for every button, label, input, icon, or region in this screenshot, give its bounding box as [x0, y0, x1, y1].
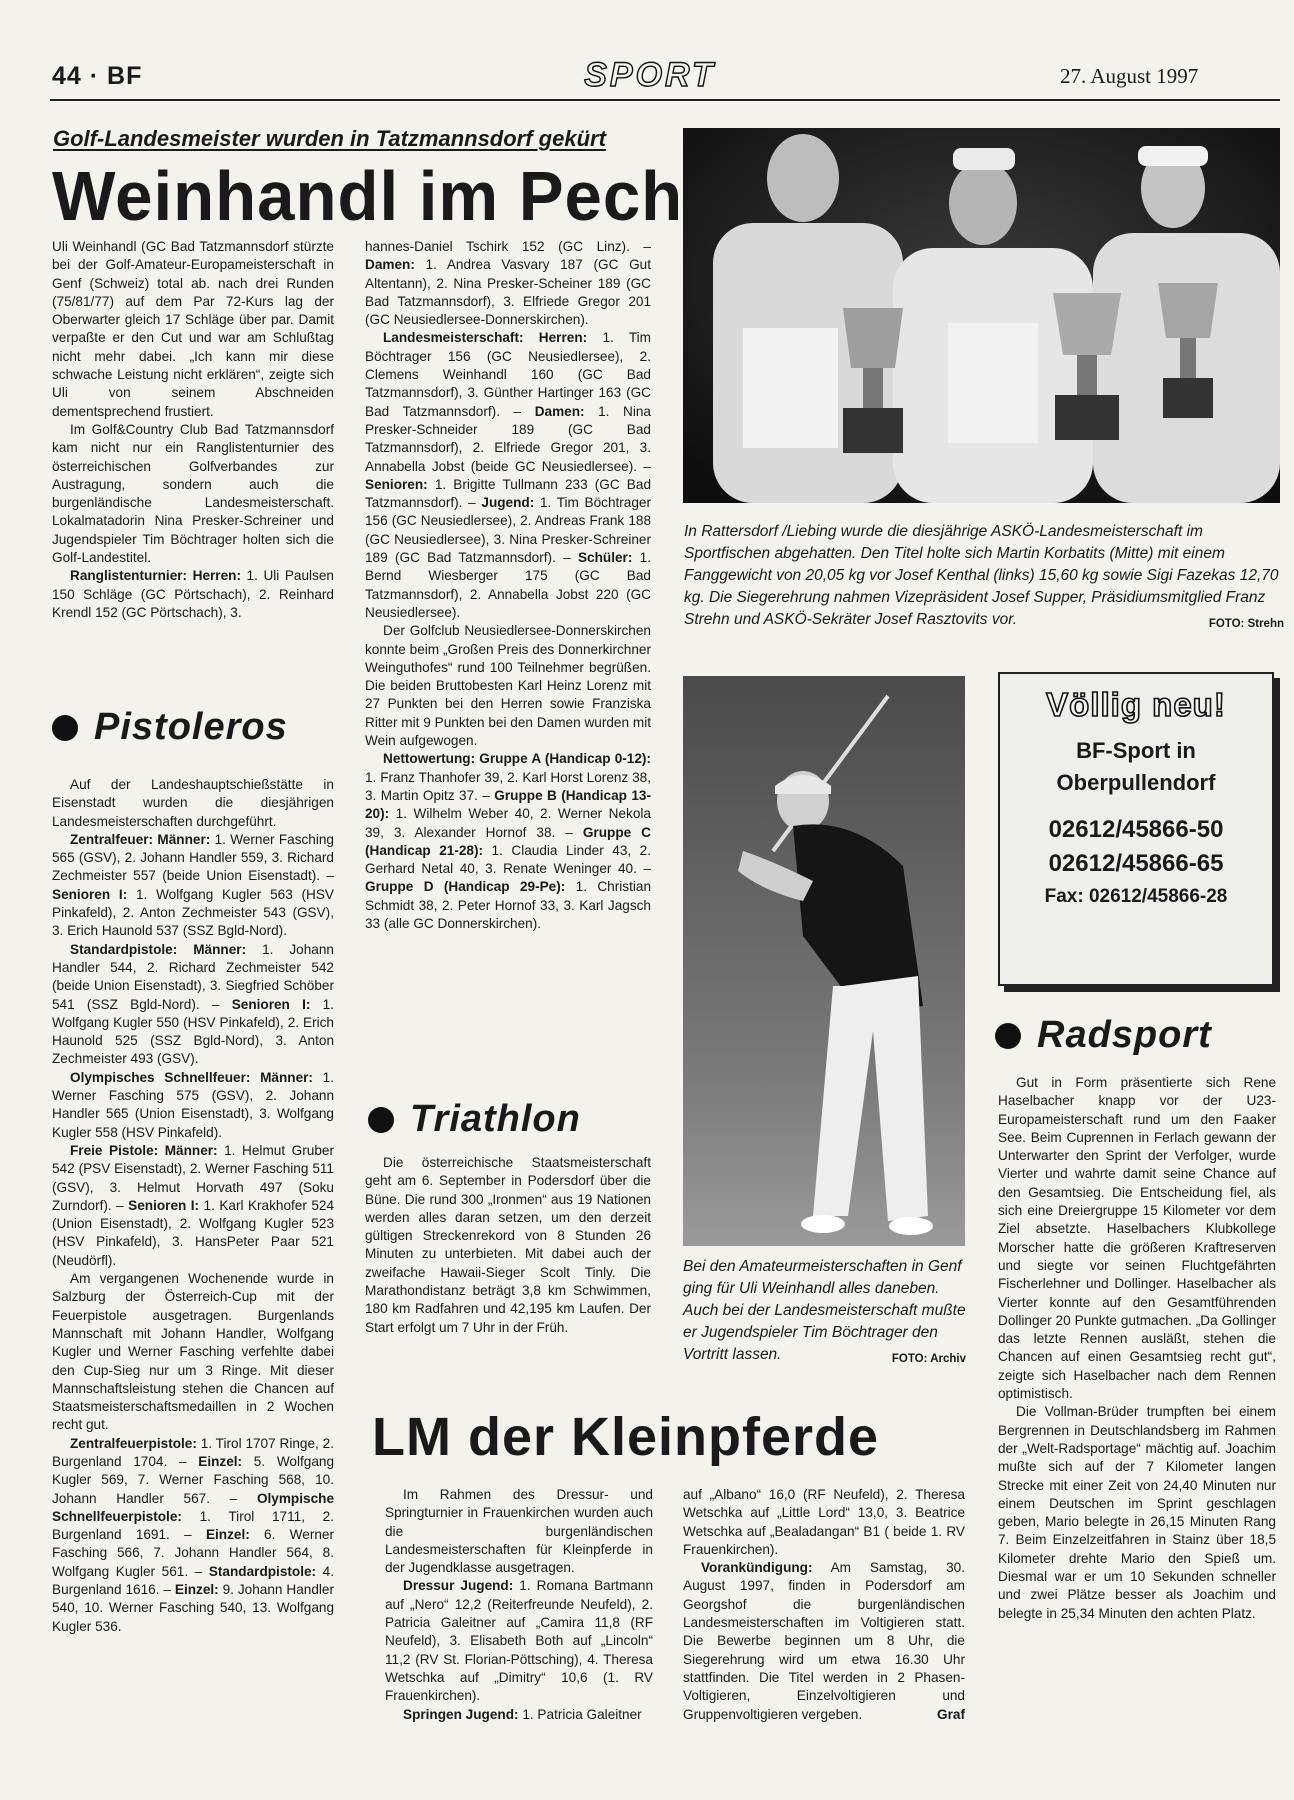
- kleinpferde-paragraph: auf „Albano“ 16,0 (RF Neufeld), 2. Theresa Wetschka auf „Little Lord“ 13,0, 3. Beatrice Wetschka auf „Bealadangan“ B1 ( beide 1. RV Frauenkirchen).: [683, 1487, 965, 1557]
- triathlon-heading: Triathlon: [368, 1098, 581, 1141]
- kleinpferde-column-2: [683, 1486, 965, 1724]
- photo-caption: Bei den Amateurmeisterschaften in Genf ging für Uli Weinhandl alles daneben. Auch bei der Landesmeisterschaft mußte er Jugendspieler Tim Böchtrager den Vortritt lassen. FOTO: Archiv: [683, 1256, 966, 1366]
- ad-title: Völlig neu!: [1046, 686, 1226, 723]
- golf-paragraph: Nettowertung: Gruppe A (Handicap 0-12): 1. Franz Thanhofer 39, 2. Karl Horst Lorenz 38, 3. Martin Opitz 37. – Gruppe B (Handicap 13-20): 1. Wilhelm Weber 40, 2. Werner Nekola 39, 3. Alexander Hornof 38. – Gruppe C (Handicap 21-28): 1. Claudia Linder 43, 2. Gerhard Netal 40, 3. Renate Weninger 40. – Gruppe D (Handicap 29-Pe): 1. Christian Schmidt 38, 2. Peter Hornof 33, 3. Karl Jagsch 33 (alle GC Donnerskirchen).: [365, 751, 652, 931]
- bullet-icon: [52, 715, 78, 741]
- golf-paragraph: Im Golf&Country Club Bad Tatzmannsdorf kam nicht nur ein Ranglistenturnier des österreichischen Golfverbandes zur Austragung, sondern auch die burgenländische Landesmeisterschaft. Lokalmatadorin Nina Presker-Schreiner und Jugendspieler Tim Böchtrager holten sich die Golf-Landestitel.: [52, 421, 334, 566]
- kleinpferde-headline: LM der Kleinpferde: [372, 1407, 880, 1467]
- kleinpferde-paragraph: Dressur Jugend: 1. Romana Bartmann auf „Nero“ 12,2 (Reiterfreunde Neufeld), 2. Patricia Galeitner auf „Camira 11,8 (RF Neufeld), 3. Elisabeth Both auf „Lincoln“ 11,2 (RV St. Florian-Pöttsching), 4. Theresa Wetschka auf „Dimitry“ 10,6 (1. RV Frauenkirchen).: [385, 1578, 654, 1704]
- kleinpferde-paragraph: Vorankündigung: Am Samstag, 30. August 1997, finden in Podersdorf am Georgshof die burgenländischen Landesmeisterschaften im Voltigieren statt. Die Bewerbe beginnen um 8 Uhr, die Siegerehrung wird um etwa 16.30 Uhr stattfinden. Die Titel werden in 2 Phasen-Voltigieren, Einzelvoltigieren und Gruppenvoltigieren vergeben. Graf: [683, 1559, 965, 1724]
- radsport-paragraph: Die Vollman-Brüder trumpften bei einem Bergrennen in Deutschlandsberg im Rahmen der „Welt-Radsportage“ mächtig auf. Joachim mußte sich auf der 7 Kilometer langen Strecke mit einer Zeit von 24,40 Minuten nur einem Deutschen im Sprint geschlagen geben, Mario belegte in 26,15 Minuten Rang 7. Beim Einzelzeitfahren in Stainz über 18,5 Kilometer drehte Mario den Spieß um. Diesmal war er um 10 Sekunden schneller und zwei Plätze besser als Joachim und belegte in 25,34 Minuten den achten Platz.: [998, 1404, 1276, 1621]
- anglers-photo-graphic: [683, 128, 1280, 503]
- ad-phone: 02612/45866-50: [1048, 816, 1224, 843]
- author-signature: Graf: [937, 1706, 965, 1722]
- ad-line: BF-Sport in: [1076, 738, 1196, 763]
- section-title: SPORT: [584, 56, 716, 94]
- bullet-icon: [995, 1023, 1021, 1049]
- golf-headline: Weinhandl im Pech: [52, 157, 684, 235]
- kleinpferde-paragraph: Im Rahmen des Dressur- und Springturnier in Frauenkirchen wurden auch die burgenländischen Landesmeisterschaften für Kleinpferde in der Jugendklasse ausgetragen.: [385, 1487, 653, 1576]
- golf-column-2: [365, 238, 651, 933]
- ad-phone: 02612/45866-65: [1048, 850, 1224, 877]
- anglers-caption-block: [684, 521, 1284, 635]
- pistoleros-paragraph: Olympisches Schnellfeuer: Männer: 1. Werner Fasching 575 (GSV), 2. Johann Handler 565 (Union Eisenstadt), 3. Wolfgang Kugler 558 (HSV Pinkafeld).: [52, 1069, 334, 1140]
- triathlon-column: [365, 1154, 651, 1337]
- bf-sport-ad: [998, 672, 1274, 986]
- golfer-photo-graphic: [683, 676, 965, 1246]
- ad-fax: Fax: 02612/45866-28: [1044, 886, 1228, 907]
- golf-paragraph: Uli Weinhandl (GC Bad Tatzmannsdorf stürzte bei der Golf-Amateur-Europameisterschaft in Genf (Schweiz) total ab. nach drei Runden (75/81/77) auf dem Par 72-Kurs lag der Oberwarter gleich 17 Schläge über par. Damit verpaßte er den Cut und war am Schlußtag nicht mehr dabei. „Ich kann mir diese schwache Leistung nicht erklären“, zeigte sich Uli von seinem Abschneiden dementsprechend frustiert.: [52, 239, 334, 419]
- anglers-trophy-photo: [683, 128, 1280, 503]
- golf-kicker: Golf-Landesmeister wurden in Tatzmannsdorf gekürt: [53, 126, 606, 151]
- golf-paragraph: hannes-Daniel Tschirk 152 (GC Linz). – Damen: 1. Andrea Vasvary 187 (GC Gut Altentann), 2. Nina Presker-Scheiner 189 (GC Bad Tatzmannsdorf), 3. Elfriede Gregor 201 (GC Neusiedlersee-Donnerskirchen).: [365, 239, 651, 328]
- bullet-icon: [368, 1107, 394, 1133]
- triathlon-paragraph: Die österreichische Staatsmeisterschaft geht am 6. September in Podersdorf über die Büne. Die rund 300 „Ironmen“ aus 19 Nationen werden alles daran setzen, um den derzeit gültigen Streckenrekord von 8 Stunden 26 Minuten zu unterbieten. Mit dabei auch der zweifache Hawaii-Sieger Scolt Tinly. Die Marathondistanz beträgt 3,8 km Schwimmen, 180 km Radfahren und 42,195 km Laufen. Der Start erfolgt um 7 Uhr in der Früh.: [365, 1155, 651, 1335]
- golfer-photo: [683, 676, 965, 1246]
- header-rule: [50, 99, 1280, 101]
- pistoleros-paragraph: Auf der Landeshauptschießstätte in Eisenstadt wurden die diesjährigen Landesmeisterschaften durchgeführt.: [52, 777, 334, 829]
- golf-paragraph: Landesmeisterschaft: Herren: 1. Tim Böchtrager 156 (GC Neusiedlersee), 2. Clemens Weinhandl 160 (GC Bad Tatzmannsdorf), 3. Günther Hartinger 163 (GC Bad Tatzmannsdorf). – Damen: 1. Nina Presker-Schneider 189 (GC Bad Tatzmannsdorf), 2. Elfriede Gregor 201, 3. Annabella Jobst (beide GC Neusiedlersee). – Senioren: 1. Brigitte Tullmann 233 (GC Bad Tatzmannsdorf). – Jugend: 1. Tim Böchtrager 156 (GC Neusiedlersee), 2. Andreas Frank 188 (GC Neusiedlersee), 3. Nina Presker-Schreiner 189 (GC Bad Tatzmannsdorf). – Schüler: 1. Bernd Wiesberger 175 (GC Bad Tatzmannsdorf), 2. Annabella Jobst 220 (GC Neusiedlersee).: [365, 330, 652, 620]
- pistoleros-paragraph: Zentralfeuer: Männer: 1. Werner Fasching 565 (GSV), 2. Johann Handler 559, 3. Richard Zechmeister 557 (beide Union Eisenstadt). – Senioren I: 1. Wolfgang Kugler 563 (HSV Pinkafeld), 2. Anton Zechmeister 543 (GSV), 3. Erich Haunold 537 (SSZ Bgld-Nord).: [52, 831, 334, 939]
- radsport-column: [998, 1074, 1276, 1623]
- issue-date: 27. August 1997: [1060, 64, 1199, 88]
- page-number: 44 · BF: [52, 62, 143, 90]
- pistoleros-paragraph: Zentralfeuerpistole: 1. Tirol 1707 Ringe, 2. Burgenland 1704. – Einzel: 5. Wolfgang Kugler 569, 7. Werner Fasching 568, 10. Johann Handler 567. – Olympische Schnellfeuerpistole: 1. Tirol 1711, 2. Burgenland 1691. – Einzel: 6. Werner Fasching 566, 7. Johann Handler 564, 8. Wolfgang Kugler 561. – Standardpistole: 4. Burgenland 1616. – Einzel: 9. Johann Handler 540, 10. Werner Fasching 540, 13. Wolfgang Kugler 536.: [52, 1435, 334, 1634]
- golf-paragraph: Der Golfclub Neusiedlersee-Donnerskirchen konnte beim „Großen Preis des Donnerkirchner Weinguthofes“ rund 100 Teilnehmer begrüßen. Die beiden Bruttobesten Karl Heinz Lorenz mit 27 Punkten bei den Herren sowie Franziska Ritter mit 9 Punkten bei den Damen wurden mit Wein aufgewogen.: [365, 623, 651, 749]
- pistoleros-heading: Pistoleros: [52, 706, 288, 749]
- golf-paragraph: Ranglistenturnier: Herren: 1. Uli Paulsen 150 Schläge (GC Pörtschach), 2. Reinhard Krendl 152 (GC Pörtschach), 3.: [52, 568, 334, 620]
- golfer-caption-block: [683, 1256, 966, 1370]
- photo-credit: FOTO: Archiv: [891, 1353, 966, 1365]
- golf-column-1: [52, 238, 334, 622]
- kleinpferde-column-1: [385, 1486, 653, 1724]
- pistoleros-paragraph: Am vergangenen Wochenende wurde in Salzburg der Österreich-Cup mit der Feuerpistole ausgetragen. Burgenlands Mannschaft mit Johann Handler, Wolfgang Kugler und Werner Fasching verfehlte dabei den Cup-Sieg nur um 3 Ringe. Mit dieser Mannschaftsleistung stehen die Chancen auf Staatsmeisterschaftsmedaillen in 2 Wochen recht gut.: [52, 1271, 334, 1433]
- pistoleros-paragraph: Freie Pistole: Männer: 1. Helmut Gruber 542 (PSV Eisenstadt), 2. Werner Fasching 511 (GSV), 3. Helmut Horvath 497 (Soku Zurndorf). – Senioren I: 1. Karl Krakhofer 524 (Union Eisenstadt), 2. Wolfgang Kugler 523 (HSV Pinkafeld), 3. HansPeter Paar 521 (Neudörfl).: [52, 1142, 335, 1268]
- kleinpferde-paragraph: Springen Jugend: 1. Patricia Galeitner: [403, 1706, 642, 1722]
- radsport-paragraph: Gut in Form präsentierte sich Rene Haselbacher knapp vor der U23-Europameisterschaft rund um den Faaker See. Beim Cuprennen in Ferlach gewann der Unterwarter den Sprint der Verfolger, wurde Vierter und wahrte damit seine Chance auf den Gesamtsieg. Die Entscheidung fiel, als sich eine Dreiergruppe 15 Kilometer vor dem Ziel absetzte. Haselbachers Klubkollege Morscher hatte die größeren Kraftreserven und siegte vor seinen Fluchtgefährten Fischerlehner und Dollinger. Haselbacher als Vierter konnte auf den Gesamtführenden Dollinger 20 Punkte gutmachen. „Da Gollinger das letzte Rennen ausläßt, stehen die Chancen auf einen Gesamtsieg recht gut“, zeigte sich Haselbacher nach dem Rennen optimistisch.: [998, 1075, 1276, 1402]
- photo-caption: In Rattersdorf /Liebing wurde die diesjährige ASKÖ-Landesmeisterschaft im Sportfischen abgehatten. Den Titel holte sich Martin Korbatits (Mitte) mit einem Fanggewicht von 20,05 kg vor Josef Kenthal (links) 15,60 kg sowie Sigi Fazekas 12,70 kg. Die Siegerehrung nahmen Vizepräsident Josef Supper, Präsidiumsmitglied Franz Strehn und ASKÖ-Sekräter Josef Rasztovits vor. FOTO: Strehn: [684, 521, 1284, 631]
- ad-line: Oberpullendorf: [1056, 770, 1216, 795]
- radsport-heading: Radsport: [995, 1014, 1212, 1057]
- photo-credit: FOTO: Strehn: [1208, 618, 1284, 630]
- pistoleros-column: [52, 776, 334, 1636]
- pistoleros-paragraph: Standardpistole: Männer: 1. Johann Handler 544, 2. Richard Zechmeister 542 (beide Union Eisenstadt), 3. Siegfried Schöber 541 (SSZ Bgld-Nord). – Senioren I: 1. Wolfgang Kugler 550 (HSV Pinkafeld), 2. Erich Haunold 525 (SSZ Bgld-Nord), 3. Anton Zechmeister 493 (GSV).: [52, 941, 334, 1067]
